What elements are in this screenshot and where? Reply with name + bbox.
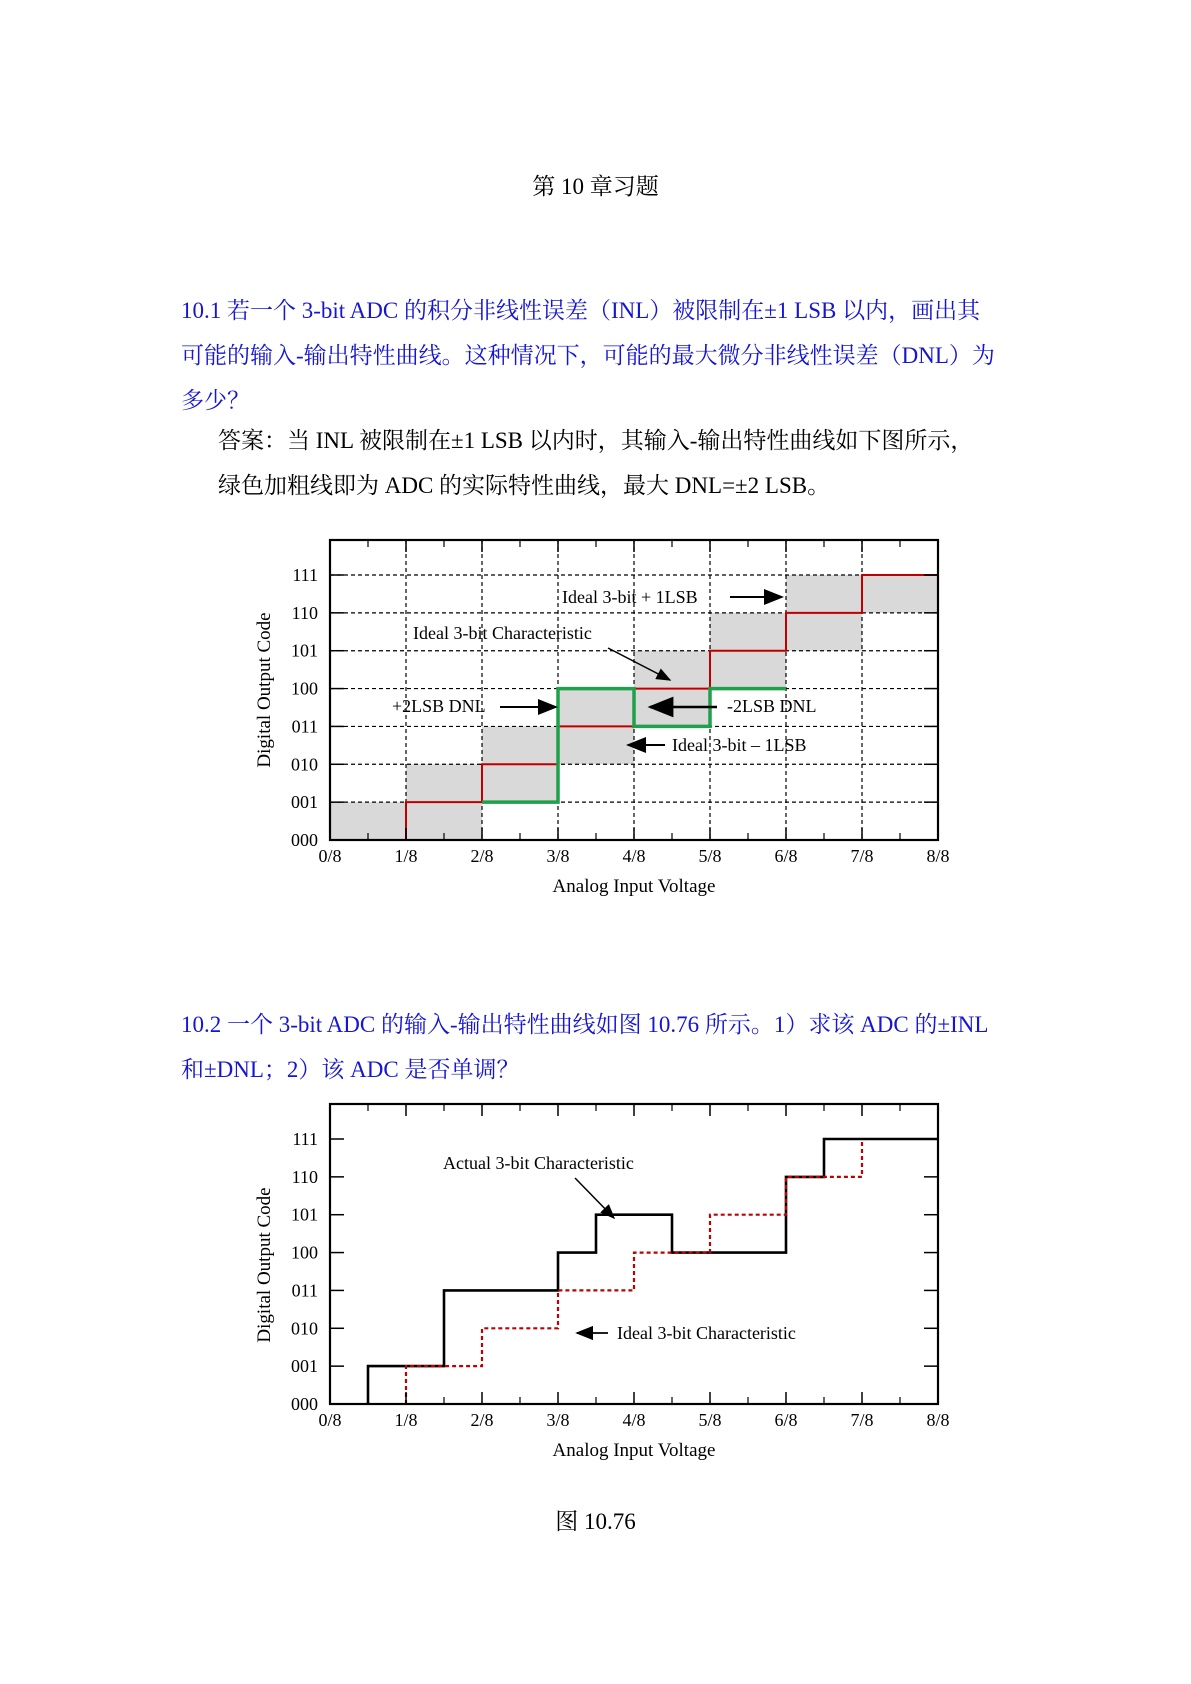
question-line: 和±DNL；2）该 ADC 是否单调？ bbox=[181, 1057, 520, 1082]
annotation-ideal-characteristic: Ideal 3-bit Characteristic bbox=[413, 623, 592, 643]
actual-vs-ideal-characteristic-chart bbox=[230, 1090, 970, 1470]
figure-caption: 图 10.76 bbox=[555, 1509, 636, 1534]
y-tick-label: 011 bbox=[291, 1280, 318, 1301]
annotation-ideal-characteristic: Ideal 3-bit Characteristic bbox=[617, 1323, 796, 1343]
x-tick-label: 1/8 bbox=[394, 846, 418, 866]
x-tick-label: 0/8 bbox=[318, 846, 342, 866]
y-tick-label: 101 bbox=[291, 640, 318, 661]
annotation-ideal-plus-1lsb: Ideal 3-bit + 1LSB bbox=[562, 587, 698, 607]
x-tick-label: 7/8 bbox=[850, 1410, 874, 1430]
x-axis-label: Analog Input Voltage bbox=[552, 1440, 716, 1461]
x-tick-label: 8/8 bbox=[926, 1410, 950, 1430]
answer-line: 绿色加粗线即为 ADC 的实际特性曲线，最大 DNL=±2 LSB。 bbox=[218, 473, 831, 498]
x-tick-label: 3/8 bbox=[546, 1410, 570, 1430]
y-tick-label: 100 bbox=[291, 1242, 318, 1263]
answer-line: 答案：当 INL 被限制在±1 LSB 以内时，其输入-输出特性曲线如下图所示， bbox=[218, 428, 974, 453]
x-tick-label: 7/8 bbox=[850, 846, 874, 866]
y-tick-label: 110 bbox=[291, 1166, 318, 1187]
y-tick-label: 010 bbox=[291, 754, 318, 775]
x-tick-label: 4/8 bbox=[622, 846, 646, 866]
x-tick-label: 6/8 bbox=[774, 846, 798, 866]
annotation-minus-2lsb-dnl: -2LSB DNL bbox=[727, 696, 817, 716]
x-tick-label: 6/8 bbox=[774, 1410, 798, 1430]
y-tick-label: 101 bbox=[291, 1204, 318, 1225]
x-tick-label: 3/8 bbox=[546, 846, 570, 866]
y-tick-label: 001 bbox=[291, 1356, 318, 1377]
question-line: 可能的输入-输出特性曲线。这种情况下，可能的最大微分非线性误差（DNL）为 bbox=[181, 343, 995, 368]
x-tick-label: 2/8 bbox=[470, 1410, 494, 1430]
y-tick-label: 001 bbox=[291, 792, 318, 813]
question-10-2 bbox=[181, 1002, 1021, 1092]
y-tick-label: 100 bbox=[291, 678, 318, 699]
inl-dnl-characteristic-chart bbox=[230, 530, 970, 910]
question-line: 10.1 若一个 3-bit ADC 的积分非线性误差（INL）被限制在±1 LSB 以内，画出其 bbox=[181, 298, 981, 323]
y-tick-label: 011 bbox=[291, 716, 318, 737]
question-10-1 bbox=[181, 288, 1021, 423]
answer-10-1 bbox=[218, 418, 1018, 508]
annotation-plus-2lsb-dnl: +2LSB DNL bbox=[392, 696, 486, 716]
y-axis-label: Digital Output Code bbox=[254, 1187, 275, 1343]
question-line: 多少？ bbox=[181, 388, 250, 413]
y-tick-label: 010 bbox=[291, 1318, 318, 1339]
actual-characteristic-line bbox=[368, 1139, 938, 1404]
x-tick-label: 1/8 bbox=[394, 1410, 418, 1430]
question-line: 10.2 一个 3-bit ADC 的输入-输出特性曲线如图 10.76 所示。1）求该 ADC 的±INL bbox=[181, 1012, 989, 1037]
y-tick-label: 111 bbox=[292, 1129, 318, 1149]
annotation-ideal-minus-1lsb: Ideal 3-bit – 1LSB bbox=[672, 735, 807, 755]
x-tick-label: 0/8 bbox=[318, 1410, 342, 1430]
x-tick-label: 5/8 bbox=[698, 846, 722, 866]
arrow-actual-characteristic bbox=[575, 1178, 614, 1218]
x-axis-label: Analog Input Voltage bbox=[552, 876, 716, 897]
ideal-characteristic-line bbox=[406, 1139, 862, 1404]
x-tick-label: 4/8 bbox=[622, 1410, 646, 1430]
y-tick-label: 111 bbox=[292, 565, 318, 585]
x-tick-label: 2/8 bbox=[470, 846, 494, 866]
x-tick-label: 5/8 bbox=[698, 1410, 722, 1430]
x-tick-label: 8/8 bbox=[926, 846, 950, 866]
y-tick-label: 000 bbox=[291, 830, 318, 850]
annotation-actual-characteristic: Actual 3-bit Characteristic bbox=[443, 1153, 634, 1173]
y-axis-label: Digital Output Code bbox=[254, 612, 275, 768]
y-tick-label: 110 bbox=[291, 602, 318, 623]
y-tick-label: 000 bbox=[291, 1394, 318, 1414]
chapter-title: 第 10 章习题 bbox=[532, 174, 659, 199]
